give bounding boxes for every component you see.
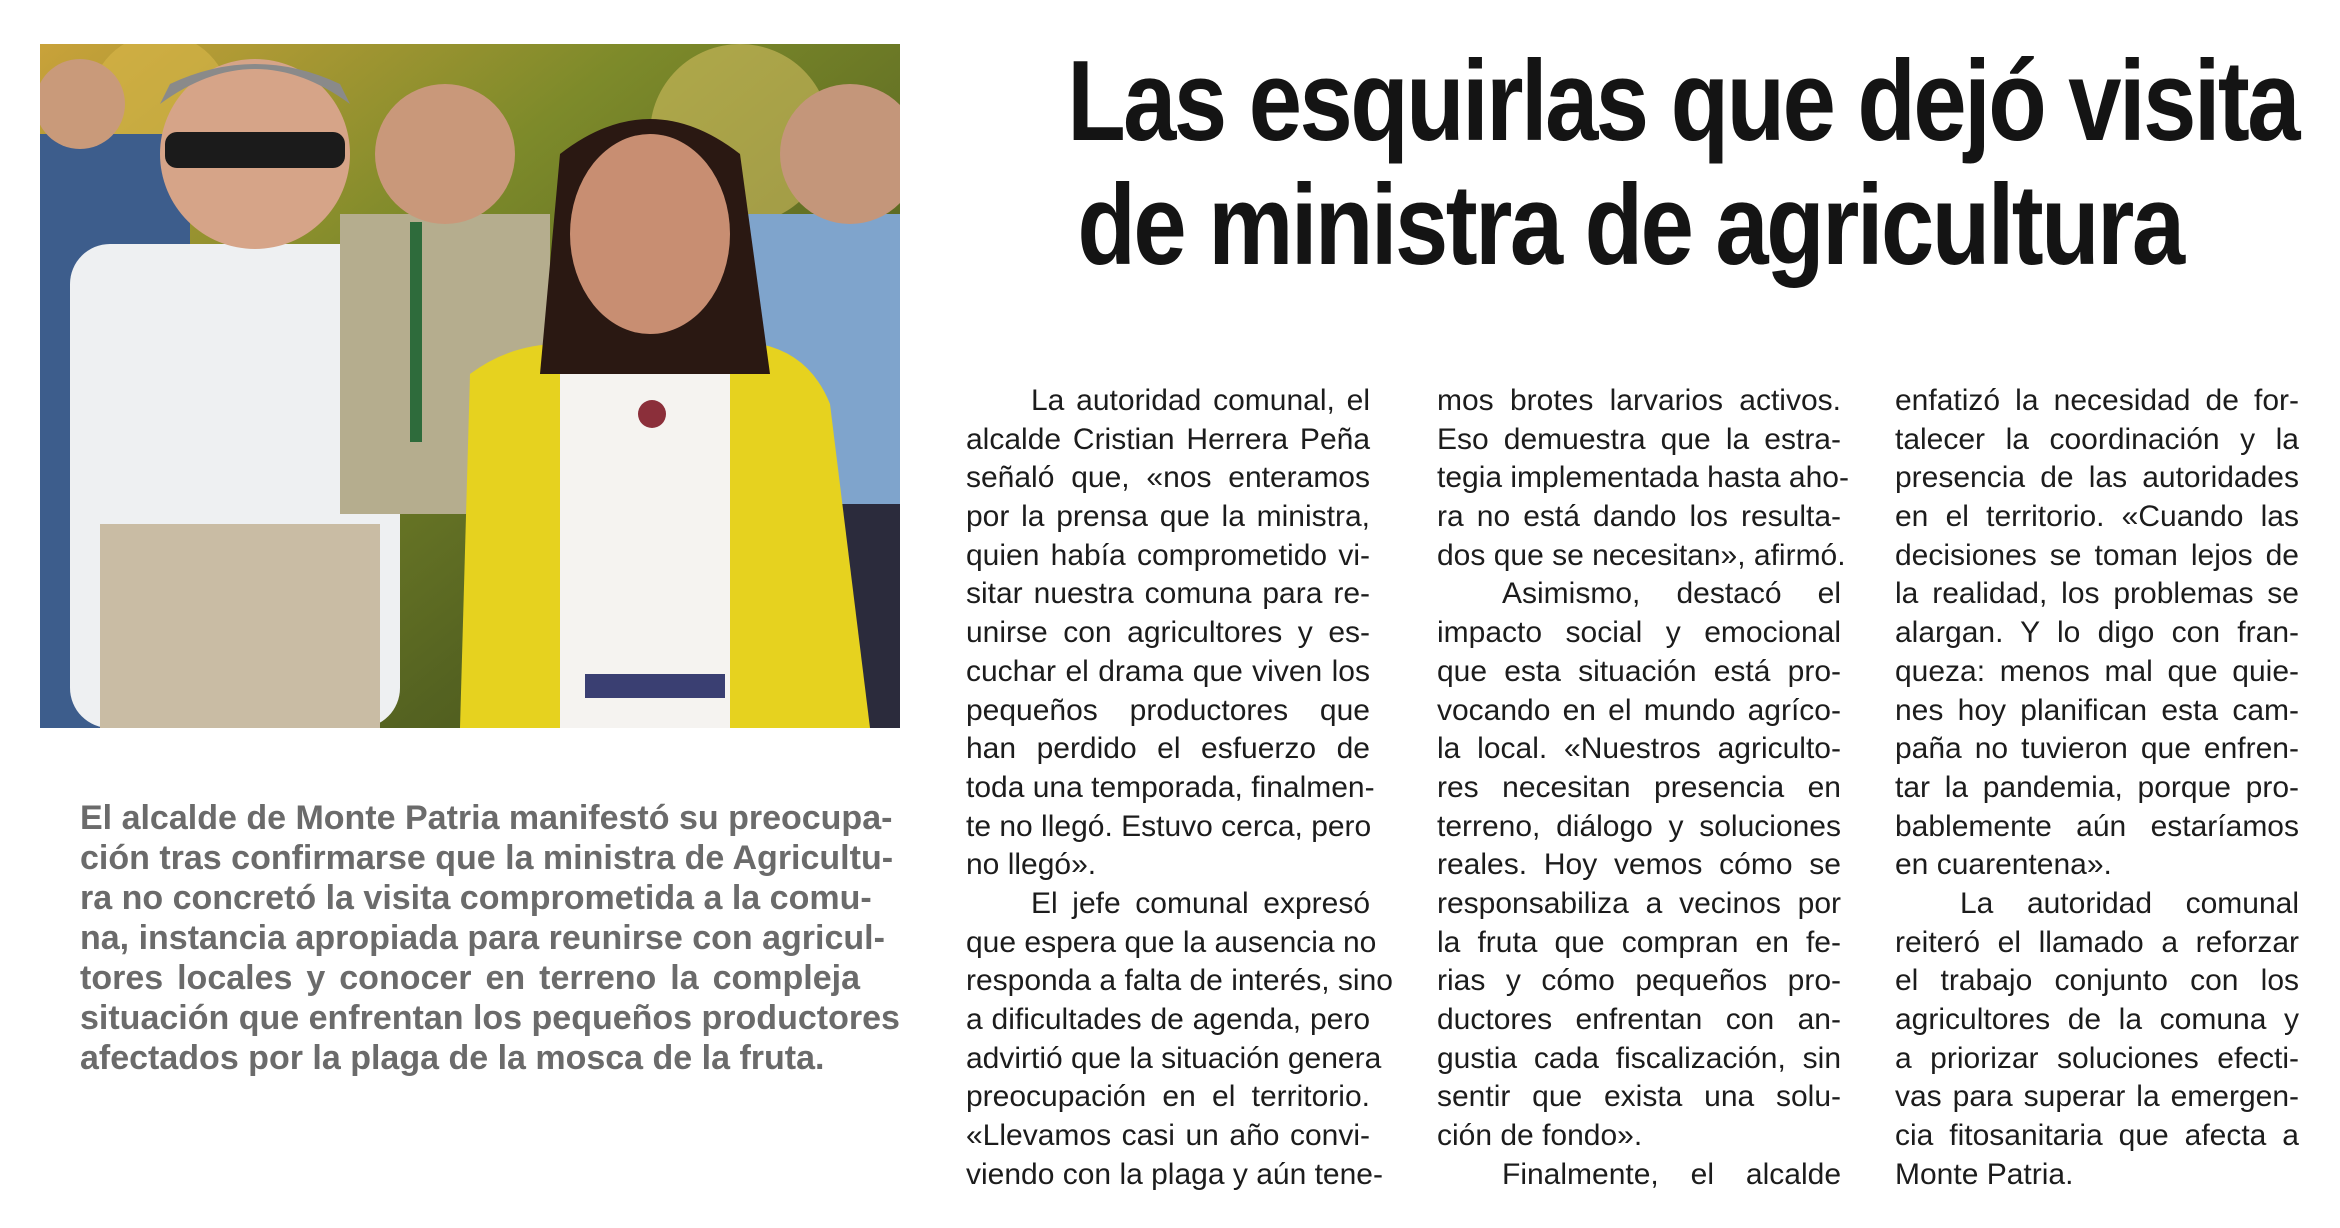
text-line: la local. «Nuestros agriculto- — [1437, 732, 1841, 766]
text-line: gustia cada fiscalización, sin — [1437, 1041, 1841, 1075]
caption-line: afectados por la plaga de la mosca de la fruta. — [80, 1039, 825, 1077]
text-line: responsabiliza a vecinos por — [1437, 886, 1841, 920]
text-line: advirtió que la situación genera — [966, 1041, 1382, 1075]
text-line: señaló que, «nos enteramos — [966, 461, 1370, 495]
text-line: alargan. Y lo digo con fran- — [1895, 616, 2299, 650]
text-line: «Llevamos casi un año convi- — [966, 1119, 1370, 1153]
caption-line: ra no concretó la visita comprometida a la comu- — [80, 879, 872, 917]
text-line: rias y cómo pequeños pro- — [1437, 964, 1841, 998]
text-line: cuchar el drama que viven los — [966, 654, 1370, 688]
text-line: La autoridad comunal, el — [1031, 384, 1370, 417]
text-line: responda a falta de interés, sino — [966, 964, 1393, 998]
text-line: la realidad, los problemas se — [1895, 577, 2299, 611]
text-line: El jefe comunal expresó — [1031, 886, 1370, 920]
headline — [960, 40, 2300, 288]
text-line: vas para superar la emergen- — [1895, 1080, 2299, 1114]
photo-caption — [80, 798, 900, 1078]
text-line: nes hoy planifican esta cam- — [1895, 693, 2299, 727]
text-line: agricultores de la comuna y — [1895, 1003, 2299, 1036]
text-line: ción de fondo». — [1437, 1119, 1643, 1153]
text-line: tegia implementada hasta aho- — [1437, 461, 1849, 495]
text-line: La autoridad comunal — [1960, 886, 2299, 920]
text-line: Finalmente, el alcalde — [1502, 1157, 1841, 1191]
text-line: unirse con agricultores y es- — [966, 616, 1370, 650]
text-line: Monte Patria. — [1895, 1157, 2074, 1191]
article-column-1 — [966, 382, 1393, 1194]
text-line: preocupación en el territorio. — [966, 1080, 1370, 1114]
text-line: han perdido el esfuerzo de — [966, 732, 1370, 766]
caption-line: na, instancia apropiada para reunirse con agricul- — [80, 919, 885, 957]
text-line: vocando en el mundo agríco- — [1437, 693, 1841, 727]
text-line: a priorizar soluciones efecti- — [1895, 1041, 2299, 1075]
text-line: la fruta que compran en fe- — [1437, 925, 1841, 959]
text-line: en cuarentena». — [1895, 848, 2112, 882]
article-column-3 — [1895, 382, 2299, 1194]
text-line: talecer la coordinación y la — [1895, 422, 2299, 456]
news-photo — [40, 44, 900, 728]
text-line: viendo con la plaga y aún tene- — [966, 1157, 1383, 1191]
text-line: ra no está dando los resulta- — [1437, 500, 1841, 534]
text-line: tar la pandemia, porque pro- — [1895, 770, 2299, 804]
text-line: reiteró el llamado a reforzar — [1895, 925, 2299, 959]
text-line: sentir que exista una solu- — [1437, 1080, 1841, 1114]
text-line: dos que se necesitan», afirmó. — [1437, 538, 1846, 572]
text-line: alcalde Cristian Herrera Peña — [966, 422, 1370, 456]
text-line: Eso demuestra que la estra- — [1437, 422, 1841, 456]
text-line: decisiones se toman lejos de — [1895, 538, 2299, 572]
headline-line-1: Las esquirlas que dejó visita — [1067, 38, 2299, 165]
text-line: que esta situación está pro- — [1437, 654, 1841, 688]
text-line: quien había comprometido vi- — [966, 538, 1370, 572]
text-line: en el territorio. «Cuando las — [1895, 500, 2299, 534]
text-line: reales. Hoy vemos cómo se — [1437, 848, 1841, 882]
text-line: por la prensa que la ministra, — [966, 500, 1370, 534]
text-line: queza: menos mal que quie- — [1895, 654, 2299, 688]
text-line: impacto social y emocional — [1437, 616, 1841, 650]
article-column-2 — [1437, 382, 1849, 1194]
text-line: ductores enfrentan con an- — [1437, 1003, 1841, 1036]
text-line: te no llegó. Estuvo cerca, pero — [966, 809, 1372, 843]
text-line: sitar nuestra comuna para re- — [966, 577, 1370, 611]
text-line: Asimismo, destacó el — [1502, 577, 1841, 611]
text-line: toda una temporada, finalmen- — [966, 770, 1375, 804]
photo-people-icon — [40, 44, 900, 728]
text-line: mos brotes larvarios activos. — [1437, 384, 1841, 417]
text-line: el trabajo conjunto con los — [1895, 964, 2299, 998]
text-line: a dificultades de agenda, pero — [966, 1003, 1370, 1036]
text-line: enfatizó la necesidad de for- — [1895, 384, 2299, 417]
caption-line: El alcalde de Monte Patria manifestó su preocupa- — [80, 799, 893, 837]
text-line: no llegó». — [966, 848, 1097, 882]
text-line: terreno, diálogo y soluciones — [1437, 809, 1841, 843]
text-line: presencia de las autoridades — [1895, 461, 2299, 495]
text-line: pequeños productores que — [966, 693, 1370, 727]
text-line: res necesitan presencia en — [1437, 770, 1841, 804]
caption-line: situación que enfrentan los pequeños productores — [80, 999, 900, 1037]
text-line: cia fitosanitaria que afecta a — [1895, 1119, 2299, 1153]
text-line: paña no tuvieron que enfren- — [1895, 732, 2299, 766]
headline-line-2: de ministra de agricultura — [1077, 162, 2183, 289]
text-line: que espera que la ausencia no — [966, 925, 1377, 959]
caption-line: ción tras confirmarse que la ministra de Agricultu- — [80, 839, 894, 877]
text-line: bablemente aún estaríamos — [1895, 809, 2299, 843]
caption-line: tores locales y conocer en terreno la compleja — [80, 959, 860, 997]
